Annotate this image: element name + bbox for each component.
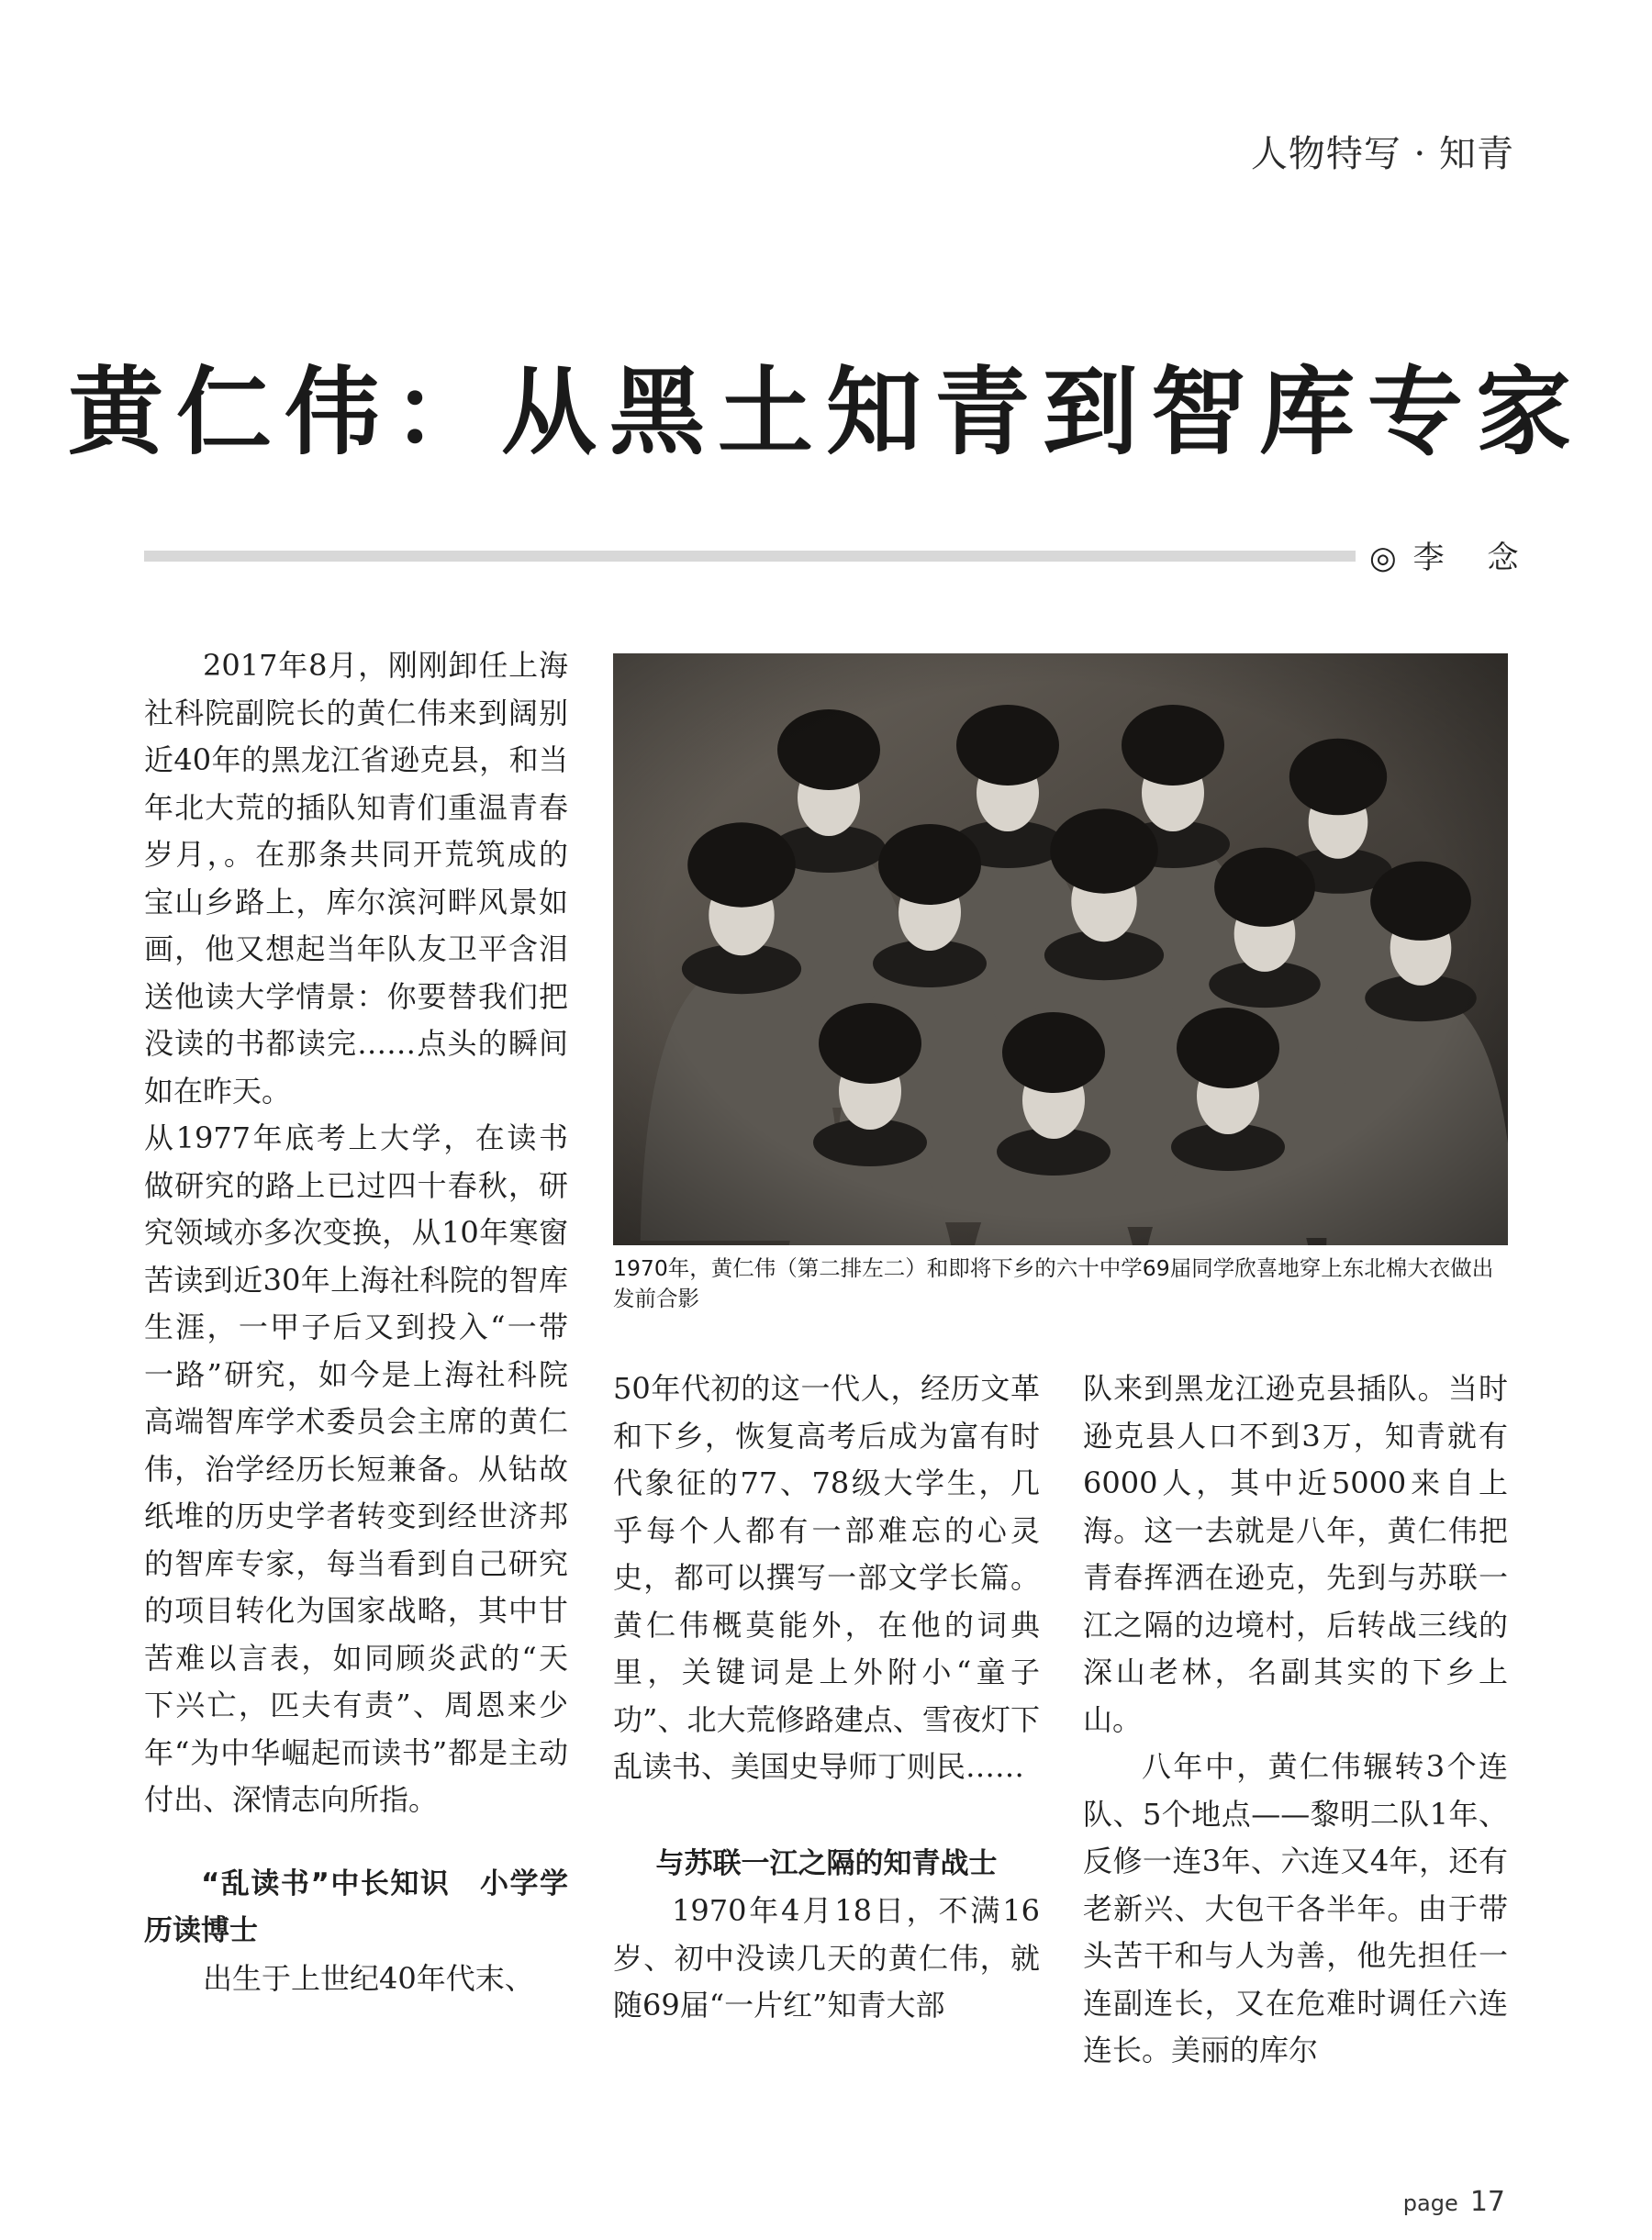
- author-byline: ◎李 念: [1369, 540, 1535, 576]
- section-tag: 人物特写 · 知青: [1250, 133, 1514, 175]
- column-3: [1083, 1365, 1508, 2075]
- page-footer: [1403, 2186, 1505, 2218]
- column-2: [613, 1365, 1040, 2030]
- page-number: 17: [1469, 2186, 1505, 2218]
- paragraph: 队来到黑龙江逊克县插队。当时逊克县人口不到3万，知青就有6000人，其中近5000来自上海。这一去就是八年，黄仁伟把青春挥洒在逊克，先到与苏联一江之隔的边境村，后转战三线的深山老林，名副其实的下乡上山。: [1083, 1371, 1508, 1737]
- photo-caption: 1970年，黄仁伟（第二排左二）和即将下乡的六十中学69届同学欣喜地穿上东北棉大衣做出发前合影: [613, 1255, 1494, 1311]
- column-1: [144, 642, 568, 2002]
- title-divider: [144, 551, 1356, 562]
- paragraph: 1970年4月18日，不满16岁、初中没读几天的黄仁伟，就随69届“一片红”知青大部: [613, 1893, 1040, 2023]
- paragraph: 50年代初的这一代人，经历文革和下乡，恢复高考后成为富有时代象征的77、78级大学生，几乎每个人都有一部难忘的心灵史，都可以撰写一部文学长篇。黄仁伟概莫能外，在他的词典里，关键词是上外附小“童子功”、北大荒修路建点、雪夜灯下乱读书、美国史导师丁则民……: [613, 1371, 1040, 1784]
- paragraph: 2017年8月，刚刚卸任上海社科院副院长的黄仁伟来到阔别近40年的黑龙江省逊克县，和当年北大荒的插队知青们重温青春岁月，。在那条共同开荒筑成的宝山乡路上，库尔滨河畔风景如画，他又想起当年队友卫平含泪送他读大学情景：你要替我们把没读的书都读完……点头的瞬间如在昨天。: [144, 648, 568, 1109]
- section-heading: 与苏联一江之隔的知青战士: [655, 1846, 998, 1880]
- paragraph: 出生于上世纪40年代末、: [203, 1960, 534, 1996]
- article-title: 黄仁伟：从黑土知青到智库专家: [67, 356, 1584, 468]
- paragraph: 八年中，黄仁伟辗转3个连队、5个地点——黎明二队1年、反修一连3年、六连又4年，还有老新兴、大包干各半年。由于带头苦干和与人为善，他先担任一连副连长，又在危难时调任六连连长。美丽的库尔: [1083, 1749, 1508, 2067]
- group-photo: [613, 653, 1508, 1245]
- paragraph: 从1977年底考上大学，在读书做研究的路上已过四十春秋，研究领域亦多次变换，从10年寒窗苦读到近30年上海社科院的智库生涯，一甲子后又到投入“一带一路”研究，如今是上海社科院高端智库学术委员会主席的黄仁伟，治学经历长短兼备。从钻故纸堆的历史学者转变到经世济邦的智库专家，每当看到自己研究的项目转化为国家战略，其中甘苦难以言表，如同顾炎武的“天下兴亡，匹夫有责”、周恩来少年“为中华崛起而读书”都是主动付出、深情志向所指。: [144, 1120, 568, 1817]
- section-heading: “乱读书”中长知识 小学学历读博士: [144, 1867, 568, 1947]
- page-label: page: [1402, 2190, 1458, 2216]
